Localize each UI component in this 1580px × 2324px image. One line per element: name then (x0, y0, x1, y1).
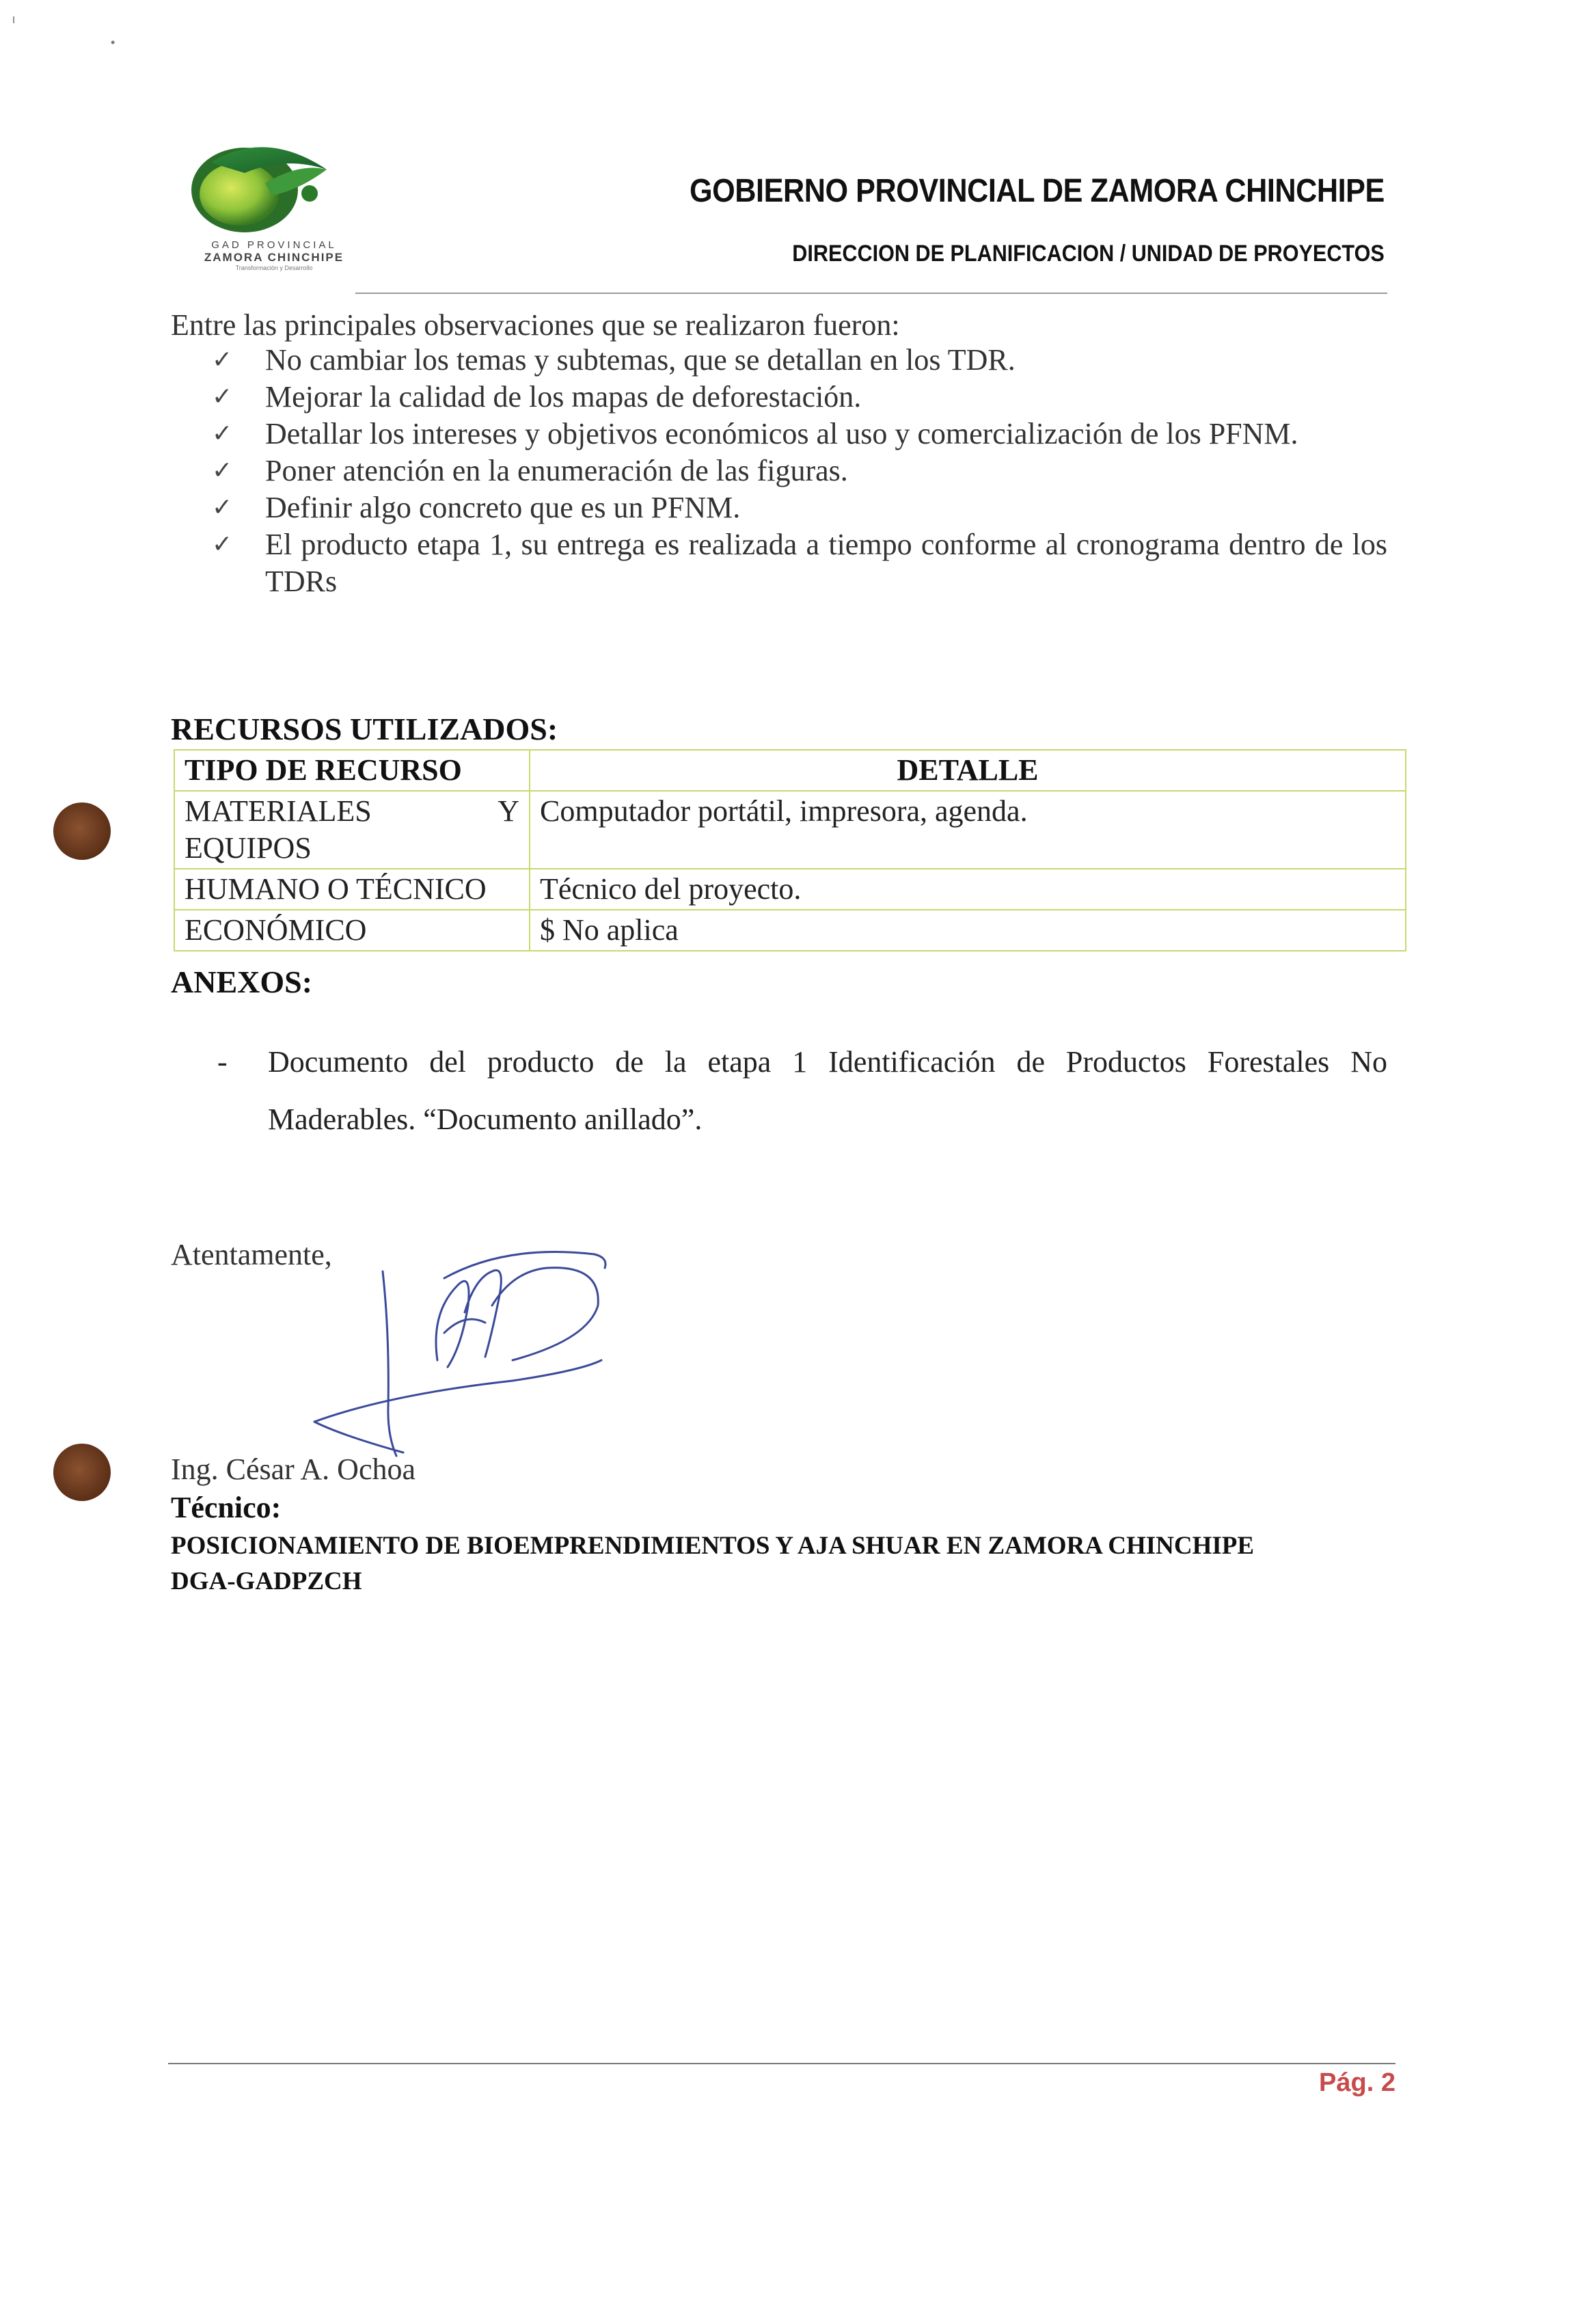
table-header-row (174, 750, 1406, 791)
scan-mark: ι (12, 12, 15, 26)
punch-hole (53, 1444, 111, 1501)
signer-project (171, 1528, 1254, 1599)
header-divider (355, 293, 1387, 294)
dash-bullet-icon: - (217, 1045, 228, 1079)
logo-line-1: GAD PROVINCIAL (211, 239, 337, 251)
checkmark-icon: ✓ (212, 530, 233, 558)
observations-intro: Entre las principales observaciones que se realizaron fueron: (171, 308, 900, 342)
resources-table (174, 749, 1406, 951)
resources-title: RECURSOS UTILIZADOS: (171, 712, 558, 746)
table-header-detail: DETALLE (530, 750, 1406, 791)
table-cell-detail: $ No aplica (530, 910, 1406, 951)
logo-line-2: ZAMORA CHINCHIPE (204, 251, 344, 264)
signer-name: Ing. César A. Ochoa (171, 1452, 416, 1486)
table-cell-detail: Computador portátil, impresora, agenda. (530, 791, 1406, 869)
header-title: GOBIERNO PROVINCIAL DE ZAMORA CHINCHIPE (690, 173, 1385, 209)
table-row (174, 910, 1406, 951)
table-row (174, 869, 1406, 910)
table-row (174, 791, 1406, 869)
annex-item (217, 1033, 1387, 1148)
organization-code: DGA-GADPZCH (171, 1567, 362, 1595)
list-item: ✓ Mejorar la calidad de los mapas de deforestación. (212, 379, 1387, 416)
footer-divider (168, 2063, 1395, 2064)
list-item: ✓ Detallar los intereses y objetivos económicos al uso y comercialización de los PFNM. (212, 416, 1387, 452)
list-item: ✓ Poner atención en la enumeración de las figuras. (212, 452, 1387, 489)
table-cell-type: HUMANO O TÉCNICO (174, 869, 530, 910)
annexes-title: ANEXOS: (171, 964, 313, 999)
signer-role: Técnico: (171, 1491, 282, 1524)
logo-text (161, 239, 387, 271)
signature (287, 1230, 642, 1476)
page-number: Pág. 2 (1319, 2068, 1395, 2097)
table-cell-type: MATERIALES Y EQUIPOS (174, 791, 530, 869)
list-item: ✓ Definir algo concreto que es un PFNM. (212, 489, 1387, 526)
scan-mark: • (111, 36, 115, 49)
logo-line-3: Transformación y Desarrollo (235, 265, 313, 271)
checkmark-icon: ✓ (212, 346, 233, 374)
punch-hole (53, 802, 111, 860)
table-header-type: TIPO DE RECURSO (174, 750, 530, 791)
closing-salutation: Atentamente, (171, 1238, 332, 1271)
header-subtitle: DIRECCION DE PLANIFICACION / UNIDAD DE PROYECTOS (792, 241, 1385, 267)
observations-list (212, 342, 1387, 600)
project-name: POSICIONAMIENTO DE BIOEMPRENDIMIENTOS Y AJA SHUAR EN ZAMORA CHINCHIPE (171, 1532, 1255, 1560)
checkmark-icon: ✓ (212, 383, 233, 411)
checkmark-icon: ✓ (212, 420, 233, 448)
checkmark-icon: ✓ (212, 457, 233, 485)
table-cell-detail: Técnico del proyecto. (530, 869, 1406, 910)
list-item: ✓ El producto etapa 1, su entrega es realizada a tiempo conforme al cronograma dentro de los TDRs (212, 528, 1387, 598)
table-cell-type: ECONÓMICO (174, 910, 530, 951)
list-item: ✓ No cambiar los temas y subtemas, que se detallan en los TDR. (212, 342, 1387, 379)
annex-text: Documento del producto de la etapa 1 Identificación de Productos Forestales No Maderables. “Documento anillado”. (268, 1045, 1387, 1136)
checkmark-icon: ✓ (212, 494, 233, 522)
